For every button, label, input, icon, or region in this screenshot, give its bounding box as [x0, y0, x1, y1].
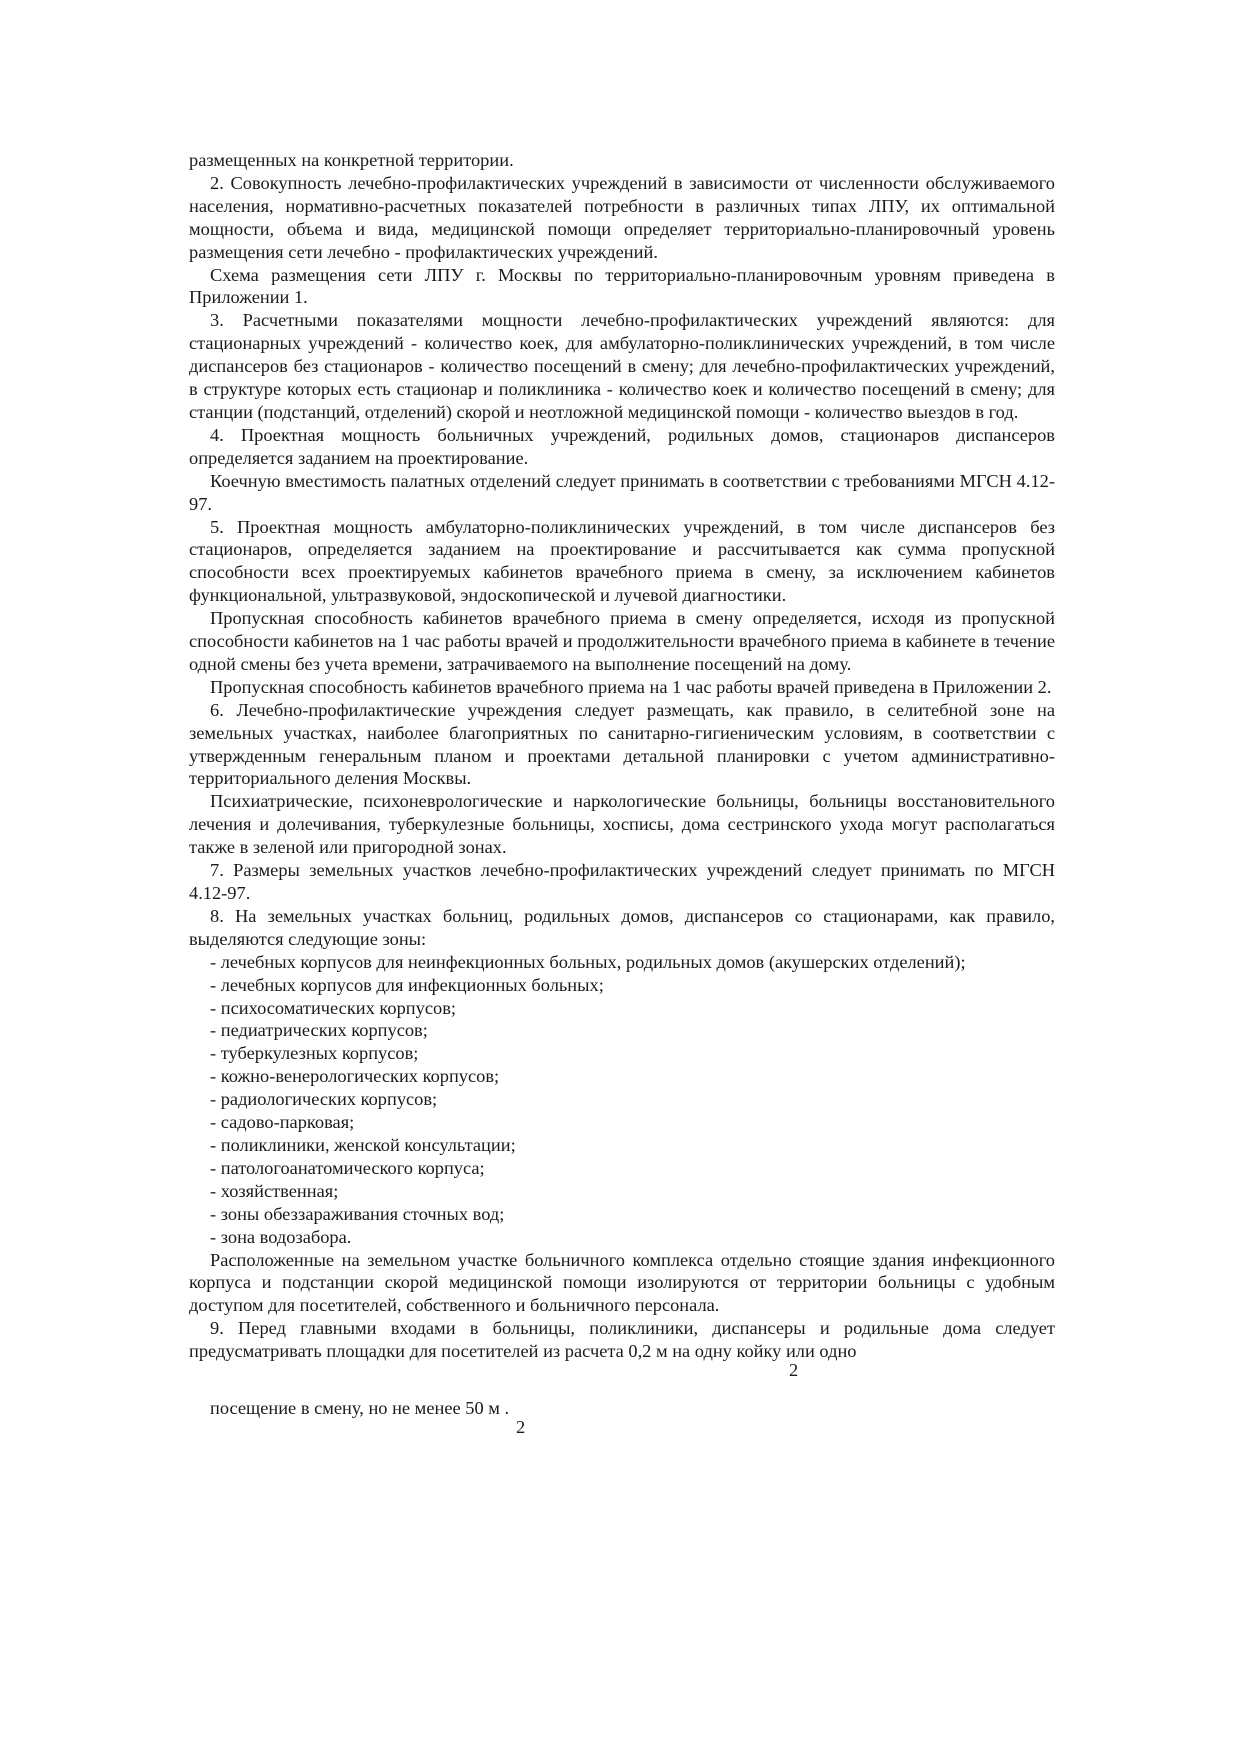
paragraph-9: 9. Перед главными входами в больницы, поликлиники, диспансеры и родильные дома следует предусматривать площадки для посетителей из расчета 0,2 м на одну койку или одно — [189, 1318, 1055, 1362]
zone-list-item: - лечебных корпусов для неинфекционных больных, родильных домов (акушерских отделений); — [210, 951, 966, 972]
zone-list-item: - зона водозабора. — [210, 1226, 352, 1247]
paragraph-throughput-shift: Пропускная способность кабинетов врачебного приема в смену определяется, исходя из пропускной способности кабинетов на 1 час работы врачей и продолжительности врачебного приема в кабинете в течение одной смены без учета времени, затрачиваемого на выполнение посещений на дому. — [189, 608, 1055, 674]
zone-list-item: - патологоанатомического корпуса; — [210, 1157, 485, 1178]
document-body — [189, 149, 1055, 1454]
zone-list-item: - лечебных корпусов для инфекционных больных; — [210, 974, 604, 995]
paragraph-7: 7. Размеры земельных участков лечебно-профилактических учреждений следует принимать по МГСН 4.12-97. — [189, 860, 1055, 903]
paragraph-bed-capacity: Коечную вместимость палатных отделений следует принимать в соответствии с требованиями МГСН 4.12-97. — [189, 470, 1055, 514]
paragraph-scheme: Схема размещения сети ЛПУ г. Москвы по территориально-планировочным уровням приведена в Приложении 1. — [189, 264, 1055, 308]
paragraph-3: 3. Расчетными показателями мощности лечебно-профилактических учреждений являются: для стационарных учреждений - количество коек, для амбулаторно-поликлинических учреждений, в том числе диспансеров без стационаров - количество посещений в смену; для лечебно-профилактических учреждений, в структуре которых есть стационар и поликлиника - количество коек и количество посещений в смену; для станции (подстанций, отделений) скорой и неотложной медицинской помощи - количество выездов в год. — [189, 310, 1055, 422]
zone-list-item: - туберкулезных корпусов; — [210, 1043, 419, 1064]
paragraph-6: 6. Лечебно-профилактические учреждения следует размещать, как правило, в селитебной зоне на земельных участках, наиболее благоприятных по санитарно-гигиеническим условиям, в соответствии с утвержденным генеральным планом и проектами детальной планировки с учетом административно-территориального деления Москвы. — [189, 699, 1055, 789]
paragraph-psychiatric: Психиатрические, психоневрологические и наркологические больницы, больницы восстановительного лечения и долечивания, туберкулезные больницы, хосписы, дома сестринского ухода могут располагаться также в зеленой или пригородной зонах. — [189, 791, 1055, 858]
footnote-row — [189, 1416, 1055, 1454]
paragraph-8: 8. На земельных участках больниц, родильных домов, диспансеров со стационарами, как правило, выделяются следующие зоны: — [189, 905, 1055, 949]
zone-list-item: - поликлиники, женской консультации; — [210, 1134, 516, 1155]
zone-list-item: - педиатрических корпусов; — [210, 1020, 428, 1041]
paragraph-throughput-hour: Пропускная способность кабинетов врачебного приема на 1 час работы врачей приведена в Приложении 2. — [210, 676, 1052, 697]
zone-list-item: - хозяйственная; — [210, 1180, 339, 1201]
zone-list-item: - садово-парковая; — [210, 1112, 355, 1133]
zone-list-item: - зоны обеззараживания сточных вод; — [210, 1203, 505, 1224]
paragraph-4: 4. Проектная мощность больничных учреждений, родильных домов, стационаров диспансеров определяется заданием на проектирование. — [189, 424, 1055, 468]
paragraph-isolation: Расположенные на земельном участке больничного комплекса отдельно стоящие здания инфекционного корпуса и подстанции скорой медицинской помощи изолируются от территории больницы с удобным доступом для посетителей, собственного и больничного персонала. — [189, 1249, 1055, 1316]
superscript-mark: 2 — [789, 1360, 799, 1381]
footnote-row — [189, 1360, 1055, 1397]
zone-list-item: - радиологических корпусов; — [210, 1089, 438, 1110]
paragraph-5: 5. Проектная мощность амбулаторно-поликлинических учреждений, в том числе диспансеров без стационаров, определяется заданием на проектирование и рассчитывается как сумма пропускной способности всех проектируемых кабинетов врачебного приема в смену, за исключением кабинетов функциональной, ультразвуковой, эндоскопической и лучевой диагностики. — [189, 516, 1055, 606]
paragraph-continuation: размещенных на конкретной территории. — [189, 150, 514, 170]
zone-list-item: - кожно-венерологических корпусов; — [210, 1066, 500, 1087]
paragraph-2: 2. Совокупность лечебно-профилактических учреждений в зависимости от численности обслуживаемого населения, нормативно-расчетных показателей потребности в различных типах ЛПУ, их оптимальной мощности, объема и вида, медицинской помощи определяет территориально-планировочный уровень размещения сети лечебно - профилактических учреждений. — [189, 172, 1055, 262]
zone-list-item: - психосоматических корпусов; — [210, 997, 456, 1018]
superscript-mark: 2 — [516, 1416, 526, 1437]
paragraph-9-end: посещение в смену, но не менее 50 м . — [210, 1398, 510, 1419]
